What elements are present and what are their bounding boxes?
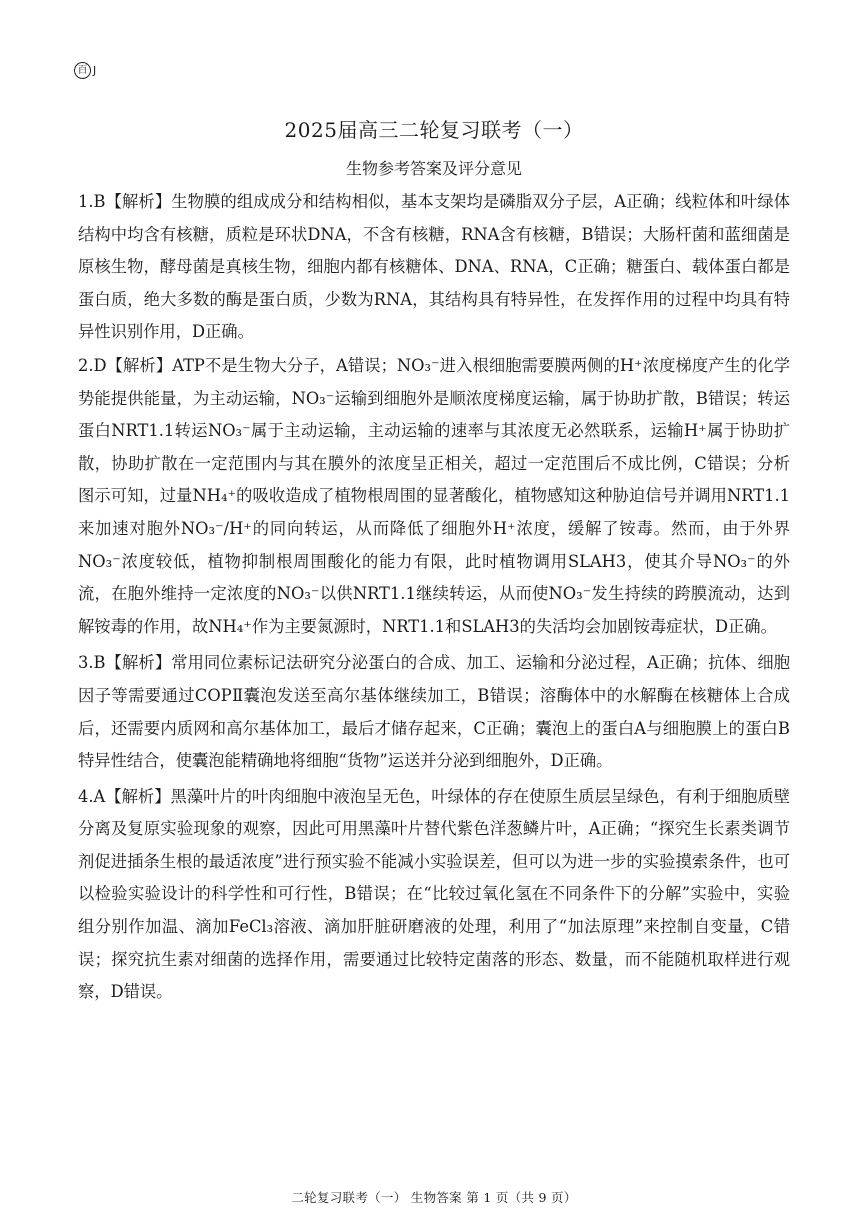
question-label: 4.A【解析】 bbox=[78, 786, 171, 806]
question-answer-2 bbox=[78, 350, 790, 643]
corner-mark-suffix: J bbox=[93, 64, 97, 77]
corner-mark bbox=[74, 62, 96, 79]
question-text: 生物膜的组成成分和结构相似，基本支架均是磷脂双分子层，A正确；线粒体和叶绿体结构中均含有核糖，质粒是环状DNA，不含有核糖，RNA含有核糖，B错误；大肠杆菌和蓝细菌是原核生物，酵母菌是真核生物，细胞内都有核糖体、DNA、RNA，C正确；糖蛋白、载体蛋白都是蛋白质，绝大多数的酶是蛋白质，少数为RNA，其结构具有特异性，在发挥作用的过程中均具有特异性识别作用，D正确。 bbox=[78, 192, 791, 342]
question-text: ATP不是生物大分子，A错误；NO₃⁻进入根细胞需要膜两侧的H⁺浓度梯度产生的化学势能提供能量，为主动运输，NO₃⁻运输到细胞外是顺浓度梯度运输，属于协助扩散，B错误；转运蛋白NRT1.1转运NO₃⁻属于主动运输，主动运输的速率与其浓度无必然联系，运输H⁺属于协助扩散，协助扩散在一定范围内与其在膜外的浓度呈正相关，超过一定范围后不成比例，C错误；分析图示可知，过量NH₄⁺的吸收造成了植物根周围的显著酸化，植物感知这种胁迫信号并调用NRT1.1来加速对胞外NO₃⁻/H⁺的同向转运，从而降低了细胞外H⁺浓度，缓解了铵毒。然而，由于外界NO₃⁻浓度较低，植物抑制根周围酸化的能力有限，此时植物调用SLAH3，使其介导NO₃⁻的外流，在胞外维持一定浓度的NO₃⁻以供NRT1.1继续转运，从而使NO₃⁻发生持续的跨膜流动，达到解铵毒的作用，故NH₄⁺作为主要氮源时，NRT1.1和SLAH3的失活均会加剧铵毒症状，D正确。 bbox=[78, 355, 791, 636]
question-text: 常用同位素标记法研究分泌蛋白的合成、加工、运输和分泌过程，A正确；抗体、细胞因子等需要通过COPⅡ囊泡发送至高尔基体继续加工，B错误；溶酶体中的水解酶在核糖体上合成后，还需要内质网和高尔基体加工，最后才储存起来，C正确；囊泡上的蛋白A与细胞膜上的蛋白B特异性结合，使囊泡能精确地将细胞“货物”运送并分泌到细胞外，D正确。 bbox=[78, 653, 791, 771]
question-label: 1.B【解析】 bbox=[78, 192, 172, 211]
question-answer-1 bbox=[78, 186, 790, 349]
question-label: 3.B【解析】 bbox=[78, 653, 172, 673]
page-subtitle: 生物参考答案及评分意见 bbox=[345, 159, 522, 178]
circle-mark-icon: 百 bbox=[74, 62, 91, 79]
question-text: 黑藻叶片的叶肉细胞中液泡呈无色，叶绿体的存在使原生质层呈绿色，有利于细胞质壁分离及复原实验现象的观察，因此可用黑藻叶片替代紫色洋葱鳞片叶，A正确；“探究生长素类调节剂促进插条生根的最适浓度”进行预实验不能减小实验误差，但可以为进一步的实验摸索条件，也可以检验实验设计的科学性和可行性，B错误；在“比较过氧化氢在不同条件下的分解”实验中，实验组分别作加温、滴加FeCl₃溶液、滴加肝脏研磨液的处理，利用了“加法原理”来控制自变量，C错误；探究抗生素对细菌的选择作用，需要通过比较特定菌落的形态、数量，而不能随机取样进行观察，D错误。 bbox=[78, 786, 790, 1002]
page-footer: 二轮复习联考（一） 生物答案 第 1 页（共 9 页） bbox=[291, 1190, 577, 1205]
question-answer-3 bbox=[78, 647, 790, 777]
question-label: 2.D【解析】 bbox=[78, 355, 173, 375]
question-answer-4 bbox=[78, 781, 790, 1009]
answer-content bbox=[78, 186, 790, 1009]
page-title: 2025届高三二轮复习联考（一） bbox=[284, 118, 584, 142]
